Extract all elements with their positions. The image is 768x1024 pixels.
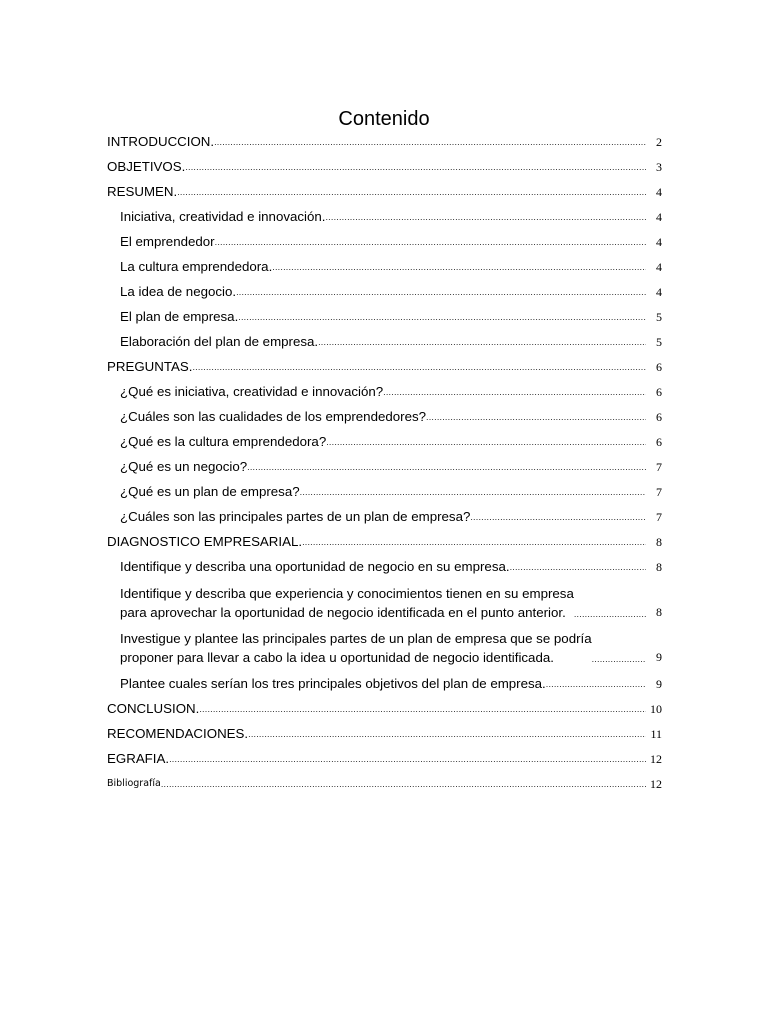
toc-entry-label: ¿Qué es un negocio? [120, 459, 248, 474]
toc-entry-label: EGRAFIA. [107, 751, 170, 766]
toc-page-number: 4 [656, 285, 662, 299]
dot-leader [192, 359, 646, 375]
toc-entry-emprendedor[interactable] [120, 234, 662, 250]
toc-title: Contenido [338, 108, 430, 130]
toc-entry-objetivos[interactable] [107, 159, 662, 175]
dot-leader [302, 534, 646, 550]
toc-entry-label: OBJETIVOS. [107, 159, 186, 174]
dot-leader [272, 259, 646, 275]
toc-entry-label: RECOMENDACIONES. [107, 726, 249, 741]
toc-entry-que-es-iniciativa[interactable] [120, 384, 662, 400]
toc-entry-label: La cultura emprendedora. [120, 259, 273, 274]
toc-entry-oportunidad[interactable] [120, 559, 662, 575]
toc-entry-label: ¿Qué es iniciativa, creatividad e innovación? [120, 384, 384, 399]
dot-leader [426, 409, 646, 425]
dot-leader [215, 234, 646, 250]
dot-leader [236, 284, 646, 300]
toc-page-number: 6 [656, 410, 662, 424]
toc-entry-label: INTRODUCCION. [107, 134, 215, 149]
toc-page-number: 12 [650, 752, 662, 766]
dot-leader [247, 459, 646, 475]
toc-page-number: 4 [656, 210, 662, 224]
dot-leader [318, 334, 646, 350]
toc-page-number: 7 [656, 485, 662, 499]
toc-entry-que-es-negocio[interactable] [120, 459, 662, 475]
toc-entry-investigue[interactable] [120, 629, 662, 667]
toc-page-number: 3 [656, 160, 662, 174]
toc-page-number: 6 [656, 435, 662, 449]
toc-page-number: 9 [656, 677, 662, 691]
toc-entry-label: Plantee cuales serían los tres principales objetivos del plan de empresa. [120, 676, 546, 691]
toc-entry-label: ¿Qué es un plan de empresa? [120, 484, 300, 499]
toc-entry-label: PREGUNTAS. [107, 359, 193, 374]
dot-leader [300, 484, 646, 500]
toc-entry-label: La idea de negocio. [120, 284, 237, 299]
dot-leader [169, 751, 646, 767]
toc-page-number: 7 [656, 510, 662, 524]
toc-entry-experiencia[interactable] [120, 584, 662, 622]
toc-entry-label: Identifique y describa que experiencia y conocimientos tienen en su empresa para aprovechar la oportunidad de negocio identificada en el punto anterior. [120, 586, 574, 620]
dot-leader [326, 434, 646, 450]
toc-entry-egrafia[interactable] [107, 751, 662, 767]
toc-page-number: 2 [656, 135, 662, 149]
toc-entry-elaboracion[interactable] [120, 334, 662, 350]
dot-leader [248, 726, 646, 742]
dot-leader [199, 701, 646, 717]
toc-entry-label: ¿Cuáles son las principales partes de un plan de empresa? [120, 509, 471, 524]
toc-entry-label: RESUMEN. [107, 184, 178, 199]
dot-leader [383, 384, 646, 400]
toc-entry-label: El plan de empresa. [120, 309, 239, 324]
toc-page-number: 11 [650, 727, 662, 741]
toc-entry-label: Iniciativa, creatividad e innovación. [120, 209, 326, 224]
toc-page-number: 8 [656, 560, 662, 574]
toc-entry-label: CONCLUSION. [107, 701, 200, 716]
dot-leader [214, 134, 646, 150]
toc-page-number: 4 [656, 185, 662, 199]
toc-entry-resumen[interactable] [107, 184, 662, 200]
dot-leader [325, 209, 646, 225]
toc-entry-iniciativa[interactable] [120, 209, 662, 225]
table-of-contents [107, 130, 662, 792]
dot-leader [592, 651, 646, 667]
dot-leader [470, 509, 646, 525]
toc-entry-label: Bibliografía [107, 778, 161, 789]
toc-entry-recomendaciones[interactable] [107, 726, 662, 742]
toc-entry-label: ¿Qué es la cultura emprendedora? [120, 434, 327, 449]
toc-page-number: 8 [656, 535, 662, 549]
toc-entry-cualidades[interactable] [120, 409, 662, 425]
dot-leader [161, 776, 646, 792]
toc-entry-que-es-cultura[interactable] [120, 434, 662, 450]
toc-entry-objetivos-plan[interactable] [120, 676, 662, 692]
toc-entry-idea-negocio[interactable] [120, 284, 662, 300]
toc-page-number: 9 [656, 650, 662, 664]
toc-page-number: 12 [650, 777, 662, 791]
toc-page-number: 6 [656, 360, 662, 374]
toc-entry-plan-empresa[interactable] [120, 309, 662, 325]
toc-entry-label: DIAGNOSTICO EMPRESARIAL. [107, 534, 303, 549]
toc-entry-introduccion[interactable] [107, 134, 662, 150]
toc-entry-label: ¿Cuáles son las cualidades de los emprendedores? [120, 409, 427, 424]
toc-page-number: 7 [656, 460, 662, 474]
toc-page-number: 5 [656, 335, 662, 349]
toc-page-number: 10 [650, 702, 662, 716]
toc-entry-label: Investigue y plantee las principales partes de un plan de empresa que se podría proponer para llevar a cabo la idea u oportunidad de negocio identificada. [120, 631, 592, 665]
toc-entry-label: El emprendedor [120, 234, 215, 249]
toc-entry-cultura[interactable] [120, 259, 662, 275]
toc-entry-conclusion[interactable] [107, 701, 662, 717]
dot-leader [185, 159, 646, 175]
dot-leader [574, 606, 646, 622]
toc-page-number: 4 [656, 260, 662, 274]
toc-entry-bibliografia[interactable] [107, 776, 662, 792]
toc-page-number: 5 [656, 310, 662, 324]
dot-leader [546, 676, 646, 692]
dot-leader [510, 559, 646, 575]
dot-leader [238, 309, 646, 325]
toc-entry-diagnostico[interactable] [107, 534, 662, 550]
toc-entry-label: Elaboración del plan de empresa. [120, 334, 319, 349]
toc-entry-label: Identifique y describa una oportunidad de negocio en su empresa. [120, 559, 510, 574]
toc-page-number: 4 [656, 235, 662, 249]
dot-leader [177, 184, 646, 200]
toc-page-number: 6 [656, 385, 662, 399]
toc-entry-preguntas[interactable] [107, 359, 662, 375]
toc-entry-que-es-plan[interactable] [120, 484, 662, 500]
toc-entry-partes-plan[interactable] [120, 509, 662, 525]
toc-page-number: 8 [656, 605, 662, 619]
